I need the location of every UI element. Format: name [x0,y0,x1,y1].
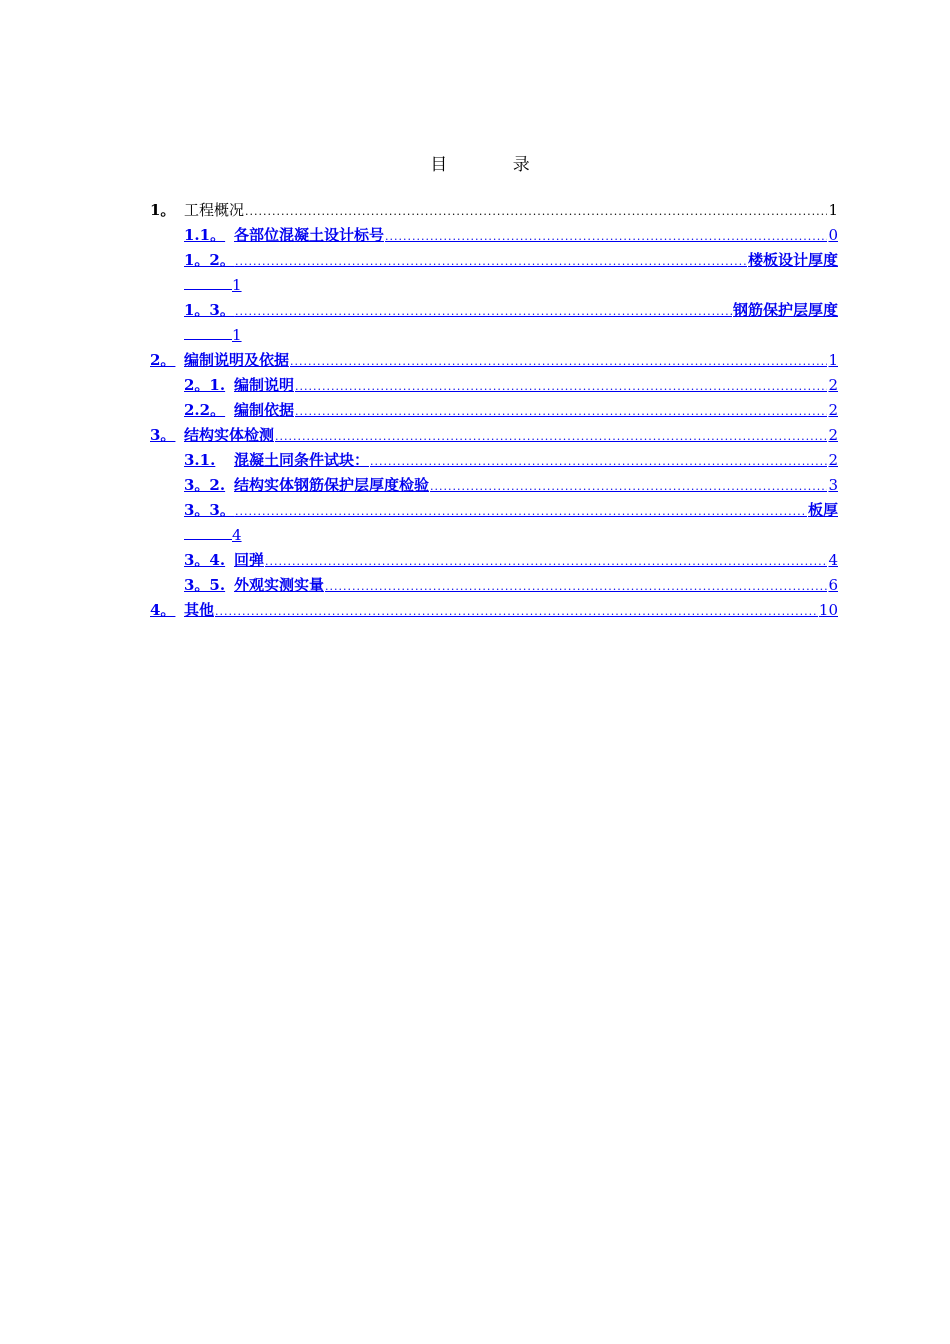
dot-leader [235,499,807,524]
toc-entry-text: 各部位混凝土设计标号 [234,226,385,244]
toc-entry-1-3[interactable] [150,298,838,323]
toc-entry-3-1[interactable] [150,448,838,473]
toc-entry-1-3-page-line[interactable] [150,323,838,348]
toc-entry-4[interactable] [150,598,838,623]
toc-entry-number: 2。1. [184,376,226,394]
toc-entry-text: 编制说明及依据 [184,351,290,369]
toc-entry-text: 工程概况 [184,201,245,219]
underline-filler [184,525,232,540]
toc-entry-page: 1 [232,326,242,344]
toc-entry-page: 2 [828,376,838,394]
dot-leader [385,224,827,249]
toc-entry-text: 楼板设计厚度 [747,251,838,269]
toc-title: 目 录 [430,155,560,175]
toc-entry-2[interactable] [150,348,838,373]
toc-entry-3-5[interactable] [150,573,838,598]
dot-leader [235,249,747,274]
toc-entry-1-2-page-line[interactable] [150,273,838,298]
dot-leader [295,399,827,424]
toc-entry-number: 4。 [150,601,176,619]
toc-entry-number: 1。2。 [184,251,235,269]
toc-entry-page: 0 [828,226,838,244]
toc-entry-page: 1 [232,276,242,294]
toc-entry-page: 3 [828,476,838,494]
dot-leader [235,299,732,324]
dot-leader [370,449,827,474]
underline-filler [184,325,232,340]
toc-entry-1-2[interactable] [150,248,838,273]
toc-entry-text: 编制依据 [234,401,295,419]
toc-entry-number: 1。3。 [184,301,235,319]
toc-entry-text: 回弹 [234,551,265,569]
toc-entry-2-2[interactable] [150,398,838,423]
dot-leader [245,199,827,224]
toc-entry-text: 结构实体检测 [184,426,275,444]
toc-entry-text: 结构实体钢筋保护层厚度检验 [234,476,430,494]
toc-entry-page: 2 [828,401,838,419]
toc-entry-text: 其他 [184,601,215,619]
toc-entry-page: 10 [818,601,838,619]
toc-entry-number: 3。2. [184,476,226,494]
toc-entry-number: 3。3。 [184,501,235,519]
dot-leader [295,374,827,399]
dot-leader [265,549,827,574]
toc-entry-page: 6 [828,576,838,594]
toc-entry-2-1[interactable] [150,373,838,398]
toc-entry-page: 2 [828,426,838,444]
toc-entry-text: 板厚 [807,501,838,519]
dot-leader [325,574,827,599]
toc-entry-page: 1 [828,351,838,369]
toc-entry-page: 4 [828,551,838,569]
toc-entry-number: 3。4. [184,551,226,569]
toc-entry-number: 3.1. [184,451,216,469]
toc-entry-page: 1 [828,201,838,219]
dot-leader [215,599,818,624]
toc-entry-number: 2。 [150,351,176,369]
table-of-contents [150,198,838,623]
toc-entry-3-3[interactable] [150,498,838,523]
toc-entry-1-1[interactable] [150,223,838,248]
toc-entry-1[interactable] [150,198,838,223]
dot-leader [430,474,827,499]
toc-entry-3[interactable] [150,423,838,448]
toc-entry-text: 钢筋保护层厚度 [732,301,838,319]
toc-entry-3-3-page-line[interactable] [150,523,838,548]
toc-entry-page: 2 [828,451,838,469]
toc-entry-3-4[interactable] [150,548,838,573]
toc-entry-3-2[interactable] [150,473,838,498]
toc-entry-number: 1。 [150,201,176,219]
dot-leader [275,424,827,449]
toc-entry-page: 4 [232,526,242,544]
toc-entry-text: 外观实测实量 [234,576,325,594]
underline-filler [184,275,232,290]
dot-leader [290,349,827,374]
toc-entry-number: 3。5. [184,576,226,594]
toc-entry-text: 混凝土同条件试块： [234,451,370,469]
toc-entry-number: 3。 [150,426,176,444]
toc-entry-number: 2.2。 [184,401,226,419]
toc-entry-number: 1.1。 [184,226,226,244]
toc-entry-text: 编制说明 [234,376,295,394]
